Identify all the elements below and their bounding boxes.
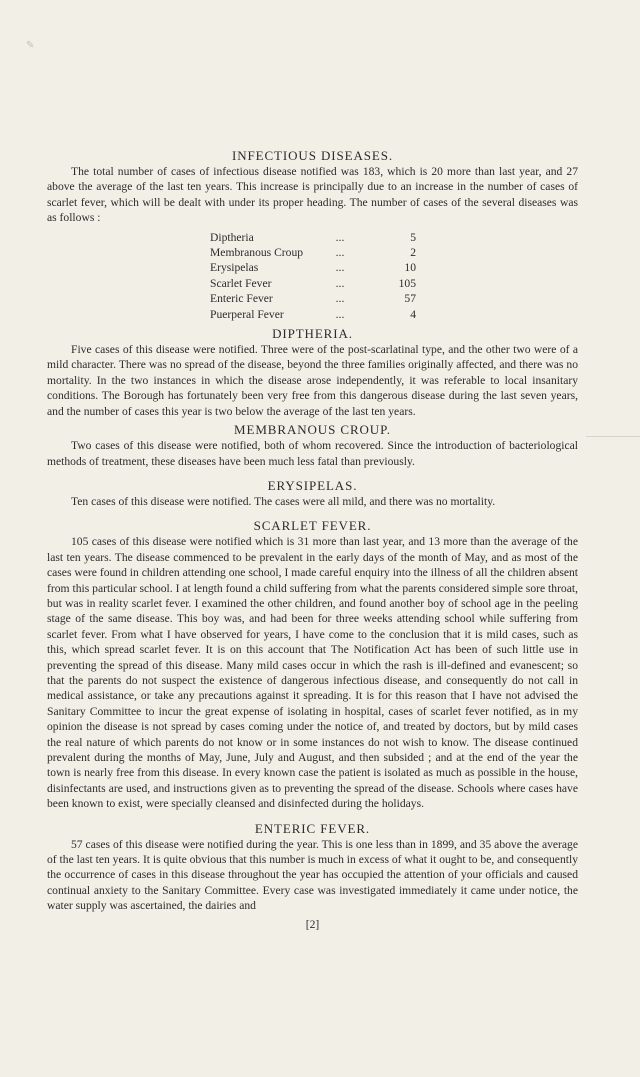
leader-dots: ... [335,246,345,260]
leader-dots: ... [335,261,345,275]
heading-diptheria: DIPTHERIA. [272,326,353,342]
case-count: 4 [410,307,416,321]
disease-table [210,230,416,322]
heading-erysipelas: ERYSIPELAS. [267,477,358,493]
paragraph-infectious-diseases: The total number of cases of infectious disease notified was 183, which is 20 more than last year, and 27 above the average of the last ten years. This increase is principally due to an increase in the number of cases of scarlet fever, which will be dealt with under its proper heading. The number of cases of the several diseases was as follows : [47,165,578,225]
case-count: 10 [404,261,416,275]
paragraph-membranous-croup: Two cases of this disease were notified, both of whom recovered. Since the introduction of bacteriological methods of treatment, these diseases have been much less fatal than previously. [47,439,578,468]
document-body [47,147,578,932]
leader-dots: ... [335,292,345,306]
corner-mark: ✎ [26,40,35,51]
paragraph-scarlet-fever: 105 cases of this disease were notified which is 31 more than last year, and 13 more than the average of the last ten years. The disease commenced to be prevalent in the early days of the month of May, and as most of the cases were found in children attending one school, I made careful enquiry into the illness of all the children absent from this particular school. I at length found a child suffering from what the parents considered simple sore throat, but was in reality scarlet fever. I examined the other children, and found another boy of school age in the peeling stage of the same disease. This boy was, and had been for three weeks attending school while suffering from scarlet fever. From what I have observed for years, I have come to the conclusion that it is mild cases, such as this, which spread scarlet fever. It is on this account that The Notification Act has been of such little use in preventing the spread of this disease. Many mild cases occur in which the rash is ill-defined and evanescent; so that the parents do not suspect the existence of dangerous infectious disease, and consequently do not call in medical assistance, or take any precautions against it spreading. It is for this reason that I have not advised the Sanitary Committee to incur the great expense of isolating in hospital, cases of scarlet fever notified, as in my opinion the disease is not spread by cases coming under the notice of, and treated by doctors, but by mild cases the real nature of which parents do not know or in some instances do not wish to know. The disease continued prevalent during the months of May, June, July and August, and then subsided ; and at the end of the year the town is nearly free from this disease. In every known case the patient is isolated as much as possible in the house, disinfectants are used, and instructions given as to preventing the spread of the disease. Schools where cases have been known to exist, were specially cleansed and disinfected during the holidays. [47,535,578,811]
heading-membranous-croup: MEMBRANOUS CROUP. [234,422,391,438]
margin-rule [586,436,640,437]
case-count: 5 [410,230,416,244]
disease-name: Enteric Fever [210,292,273,306]
disease-name: Diptheria [210,230,254,244]
table-row [210,260,416,275]
leader-dots: ... [335,307,345,321]
table-row [210,276,416,291]
disease-name: Erysipelas [210,261,259,275]
heading-infectious-diseases: INFECTIOUS DISEASES. [231,148,393,163]
disease-name: Scarlet Fever [210,276,272,290]
disease-name: Puerperal Fever [210,307,284,321]
paragraph-diptheria: Five cases of this disease were notified. Three were of the post-scarlatinal type, and the other two were of a mild character. There was no spread of the disease, beyond the three families originally affected, and there was no mortality. In the two instances in which the disease arose independently, it was referable to local insanitary conditions. The Borough has fortunately been very free from this dangerous disease during the last seven years, and the number of cases this year is two below the average of the last ten years. [47,343,578,418]
leader-dots: ... [335,230,345,244]
disease-name: Membranous Croup [210,246,304,260]
heading-enteric-fever: ENTERIC FEVER. [254,820,371,836]
case-count: 2 [410,246,416,260]
page-number: [2] [305,917,320,931]
case-count: 57 [404,292,416,306]
table-row [210,245,416,260]
table-row [210,230,416,245]
paragraph-erysipelas: Ten cases of this disease were notified. The cases were all mild, and there was no mortality. [71,494,496,508]
table-row [210,291,416,306]
table-row [210,307,416,322]
heading-scarlet-fever: SCARLET FEVER. [253,518,372,534]
paragraph-enteric-fever: 57 cases of this disease were notified during the year. This is one less than in 1899, and 35 above the average of the last ten years. It is quite obvious that this number is much in excess of what it ought to be, and consequently the occurrence of cases in this disease throughout the year has occupied the attention of your officials and caused continual anxiety to the Sanitary Committee. Every case was investigated immediately it came under notice, the water supply was ascertained, the dairies and [47,837,578,913]
case-count: 105 [398,276,416,290]
leader-dots: ... [335,276,345,290]
